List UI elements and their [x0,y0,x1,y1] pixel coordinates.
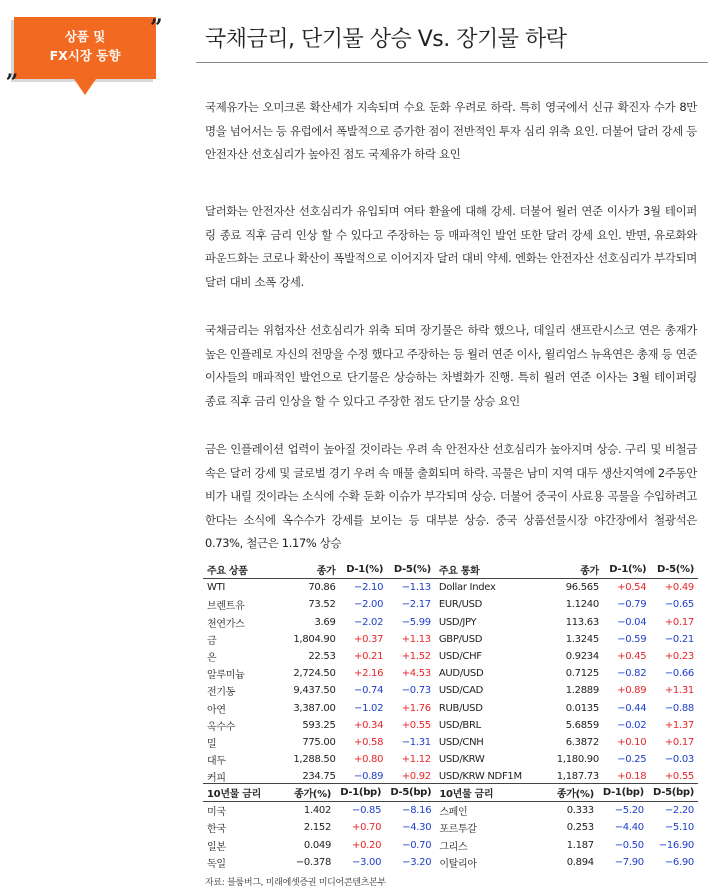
column-header: D-5(%) [387,561,435,579]
table-cell: 전기동 [207,687,236,699]
table-cell: 1.402 [303,805,332,817]
table-row [203,700,698,717]
table-cell: USD/CAD [438,685,484,697]
table-cell: 70.86 [308,582,336,594]
table-cell: 5.6859 [565,719,599,731]
table-cell: 금 [207,635,217,647]
column-header: D-5(%) [650,561,698,579]
table-cell: 3,387.00 [293,702,336,714]
table-cell: +0.55 [664,771,694,783]
table-cell: +0.10 [617,736,647,748]
paragraph-oil: 국제유가는 오미크론 확산세가 지속되며 수요 둔화 우려로 하락. 특히 영국에서 신규 확진자 수가 8만명을 넘어서는 등 유럽에서 폭발적으로 증가한 점이 전반적인 투자 심리 위축 요인. 더불어 달러 강세 등 안전자산 선호심리가 높아진 점도 국제유가 하락 요인 [205,100,697,162]
page-title: 국채금리, 단기물 상승 Vs. 장기물 하락 [205,27,567,52]
table-cell: +0.21 [354,651,384,663]
column-header: D-5(bp) [385,784,435,802]
table-cell: 스페인 [439,807,468,819]
column-header: D-1(%) [603,561,650,579]
table-cell: −4.40 [614,822,644,834]
table-cell: +0.37 [354,633,384,645]
table-row [203,614,698,631]
table-row [203,579,698,597]
badge-box [14,17,156,79]
table-cell: −0.70 [402,839,432,851]
table-row [203,682,698,699]
table-cell: 0.049 [303,839,332,851]
table-row [203,854,698,871]
table-cell: −0.03 [664,754,694,766]
commodities-fx-table [203,561,698,785]
table-cell: 밀 [207,738,217,750]
table-cell: 1.2889 [565,685,599,697]
badge-line-2: FX시장 동향 [49,48,121,63]
table-cell: 0.0135 [565,702,599,714]
table-cell: −16.90 [658,839,694,851]
table-cell: USD/KRW [438,754,485,766]
table-cell: +1.31 [664,685,694,697]
table-cell: 0.7125 [565,668,599,680]
table-cell: 은 [207,653,217,665]
column-header: 주요 상품 [203,561,277,579]
table-cell: −2.00 [354,599,384,611]
table-cell: −0.89 [354,771,384,783]
table-cell: +2.16 [354,668,384,680]
table-cell: −0.74 [354,685,384,697]
table-cell: USD/BRL [438,719,481,731]
table-cell: 2,724.50 [293,668,336,680]
table-cell: 0.333 [566,805,594,817]
table-row [203,665,698,682]
table-cell: 1,288.50 [293,754,336,766]
table-cell: +0.89 [617,685,647,697]
table-cell: 1.3245 [565,633,599,645]
table-cell: −2.02 [354,616,384,628]
table-cell: +0.17 [664,616,694,628]
table-cell: −2.20 [664,805,694,817]
table-cell: −0.59 [617,633,647,645]
table-cell: +0.80 [354,754,384,766]
column-header: 종가(%) [537,784,598,802]
table-cell: 22.53 [308,651,336,663]
table-cell: 1.187 [566,839,594,851]
quote-close-icon: „ [6,57,19,83]
badge-line-1: 상품 및 [64,29,106,44]
table-cell: −0.02 [617,719,647,731]
column-header: 주요 통화 [435,561,540,579]
column-header: 10년물 금리 [435,784,537,802]
table-cell: −5.10 [664,822,694,834]
column-header: 종가(%) [274,784,335,802]
table-cell: −1.02 [354,702,384,714]
column-header: D-5(bp) [648,784,698,802]
table-cell: 3.69 [314,616,336,628]
title-divider [196,62,708,63]
table-cell: −0.44 [617,702,647,714]
table-cell: +0.18 [617,771,647,783]
table-cell: +1.76 [401,702,431,714]
table-row [203,717,698,734]
table-cell: −0.04 [617,616,647,628]
table-cell: −2.10 [354,582,384,594]
table-row [203,631,698,648]
table-cell: −4.30 [402,822,432,834]
table-cell: −0.88 [664,702,694,714]
table-cell: −8.16 [402,805,432,817]
table-cell: 그리스 [439,841,468,853]
column-header: 종가 [277,561,340,579]
table-cell: +0.23 [664,651,694,663]
bond-yield-table [203,783,698,871]
column-header: D-1(bp) [598,784,648,802]
table-cell: −1.13 [401,582,431,594]
table-cell: AUD/USD [438,668,484,680]
table-cell: −7.90 [614,856,644,868]
table-cell: USD/KRW NDF1M [438,771,522,783]
table-cell: 0.253 [566,822,594,834]
table-cell: −6.90 [664,856,694,868]
table-cell: USD/CHF [438,651,482,663]
table-cell: 593.25 [302,719,336,731]
table-row [203,648,698,665]
table-cell: 73.52 [308,599,336,611]
paragraph-metals: 금은 인플레이션 업력이 높아질 것이라는 우려 속 안전자산 선호심리가 높아지며 상승. 구리 및 비철금속은 달러 강세 및 글로벌 경기 우려 속 매물 출회되며 하락. 곡물은 남미 지역 대두 생산지역에 2주동안 비가 내릴 것이라는 소식에 수확 둔화 이슈가 부각되며 상승. 더불어 중국이 사료용 곡물을 수입하려고 한다는 소식에 옥수수가 강세를 보이는 등 대부분 상승. 중국 상품선물시장 야간장에서 철광석은 0.73%, 철근은 1.17% 상승 [205,442,697,551]
table-row [203,819,698,836]
table-cell: +1.13 [401,633,431,645]
table-cell: 234.75 [302,771,336,783]
table-cell: +0.92 [401,771,431,783]
table-cell: −2.17 [401,599,431,611]
table-cell: −0.82 [617,668,647,680]
table-cell: RUB/USD [438,702,483,714]
table-cell: WTI [207,582,226,594]
column-header: D-1(bp) [335,784,385,802]
table-cell: 미국 [207,807,226,819]
table-cell: +0.54 [617,582,647,594]
source-note: 자료: 블룸버그, 미래에셋증권 미디어콘텐츠본부 [205,878,386,888]
table-cell: 0.894 [566,856,594,868]
table-row [203,802,698,820]
table-cell: 96.565 [565,582,599,594]
table-cell: 일본 [207,841,226,853]
table-row [203,751,698,768]
section-badge [6,15,163,101]
table-cell: −0.21 [664,633,694,645]
table-cell: −5.99 [401,616,431,628]
table-cell: 커피 [207,773,226,785]
table-cell: Dollar Index [438,582,496,594]
table-cell: 대두 [207,756,226,768]
table-cell: −1.31 [401,736,431,748]
badge-text [14,27,156,65]
table-cell: −0.378 [295,856,332,868]
table-cell: −0.25 [617,754,647,766]
table-cell: −3.20 [402,856,432,868]
table-cell: +1.52 [401,651,431,663]
table-cell: 9,437.50 [293,685,336,697]
table-cell: +1.12 [401,754,431,766]
table-cell: EUR/USD [438,599,483,611]
table-cell: GBP/USD [438,633,483,645]
column-header: D-1(%) [340,561,388,579]
table-cell: 아연 [207,704,226,716]
badge-tail [74,79,96,95]
paragraph-bonds: 국채금리는 위험자산 선호심리가 위축 되며 장기물은 하락 했으나, 데일리 샌프란시스코 연은 총재가 높은 인플레로 자신의 전망을 수정 했다고 주장하는 등 월러 연준 이사, 윌리엄스 뉴욕연은 총재 등 연준 이사들의 매파적인 발언으로 단기물은 상승하는 차별화가 진행. 특히 월러 연준 이사는 3월 테이퍼링 종료 직후 금리 인상을 할 수 있다고 주장한 점도 단기물 상승 요인 [205,323,697,408]
table-cell: −0.65 [664,599,694,611]
table-cell: +0.34 [354,719,384,731]
table-cell: 이탈리아 [439,858,477,870]
table-cell: −0.85 [352,805,382,817]
column-header: 10년물 금리 [203,784,274,802]
table-cell: 천연가스 [207,618,245,630]
table-cell: 브렌트유 [207,601,245,613]
table-cell: 6.3872 [565,736,599,748]
column-header: 종가 [540,561,603,579]
table-cell: +0.45 [617,651,647,663]
paragraph-dollar: 달러화는 안전자산 선호심리가 유입되며 여타 환율에 대해 강세. 더불어 월러 연준 이사가 3월 테이퍼링 종료 직후 금리 인상 할 수 있다고 주장하는 등 매파적인 발언 또한 달러 강세 요인. 반면, 유로화와 파운드화는 코로나 확산이 폭발적으로 이어지자 달러 대비 약세. 엔화는 안전자산 선호심리가 부각되며 달러 대비 소폭 강세. [205,204,697,289]
table-cell: +0.20 [352,839,382,851]
table-row [203,837,698,854]
table-cell: 옥수수 [207,721,236,733]
table-cell: +0.58 [354,736,384,748]
table-cell: +0.70 [352,822,382,834]
table-cell: 113.63 [565,616,599,628]
table-cell: 1,804.90 [293,633,336,645]
table-cell: 포르투갈 [439,824,477,836]
table-cell: +1.37 [664,719,694,731]
table-cell: USD/JPY [438,616,477,628]
table-cell: +4.53 [401,668,431,680]
table-cell: 2.152 [303,822,332,834]
quote-open-icon: ” [150,15,163,41]
table-cell: +0.17 [664,736,694,748]
table-cell: 1.1240 [565,599,599,611]
table-cell: 1,180.90 [556,754,599,766]
table-cell: −0.66 [664,668,694,680]
table-cell: 775.00 [302,736,336,748]
table-cell: +0.55 [401,719,431,731]
table-row [203,734,698,751]
table-cell: 한국 [207,824,226,836]
table-cell: USD/CNH [438,736,484,748]
table-cell: −3.00 [352,856,382,868]
table-cell: −0.79 [617,599,647,611]
table-cell: −0.73 [401,685,431,697]
table-cell: 0.9234 [565,651,599,663]
table-cell: 1,187.73 [556,771,599,783]
table-cell: 알루미늄 [207,670,245,682]
table-row [203,596,698,613]
table-cell: +0.49 [664,582,694,594]
table-cell: −0.50 [614,839,644,851]
table-cell: 독일 [207,858,226,870]
table-cell: −5.20 [614,805,644,817]
